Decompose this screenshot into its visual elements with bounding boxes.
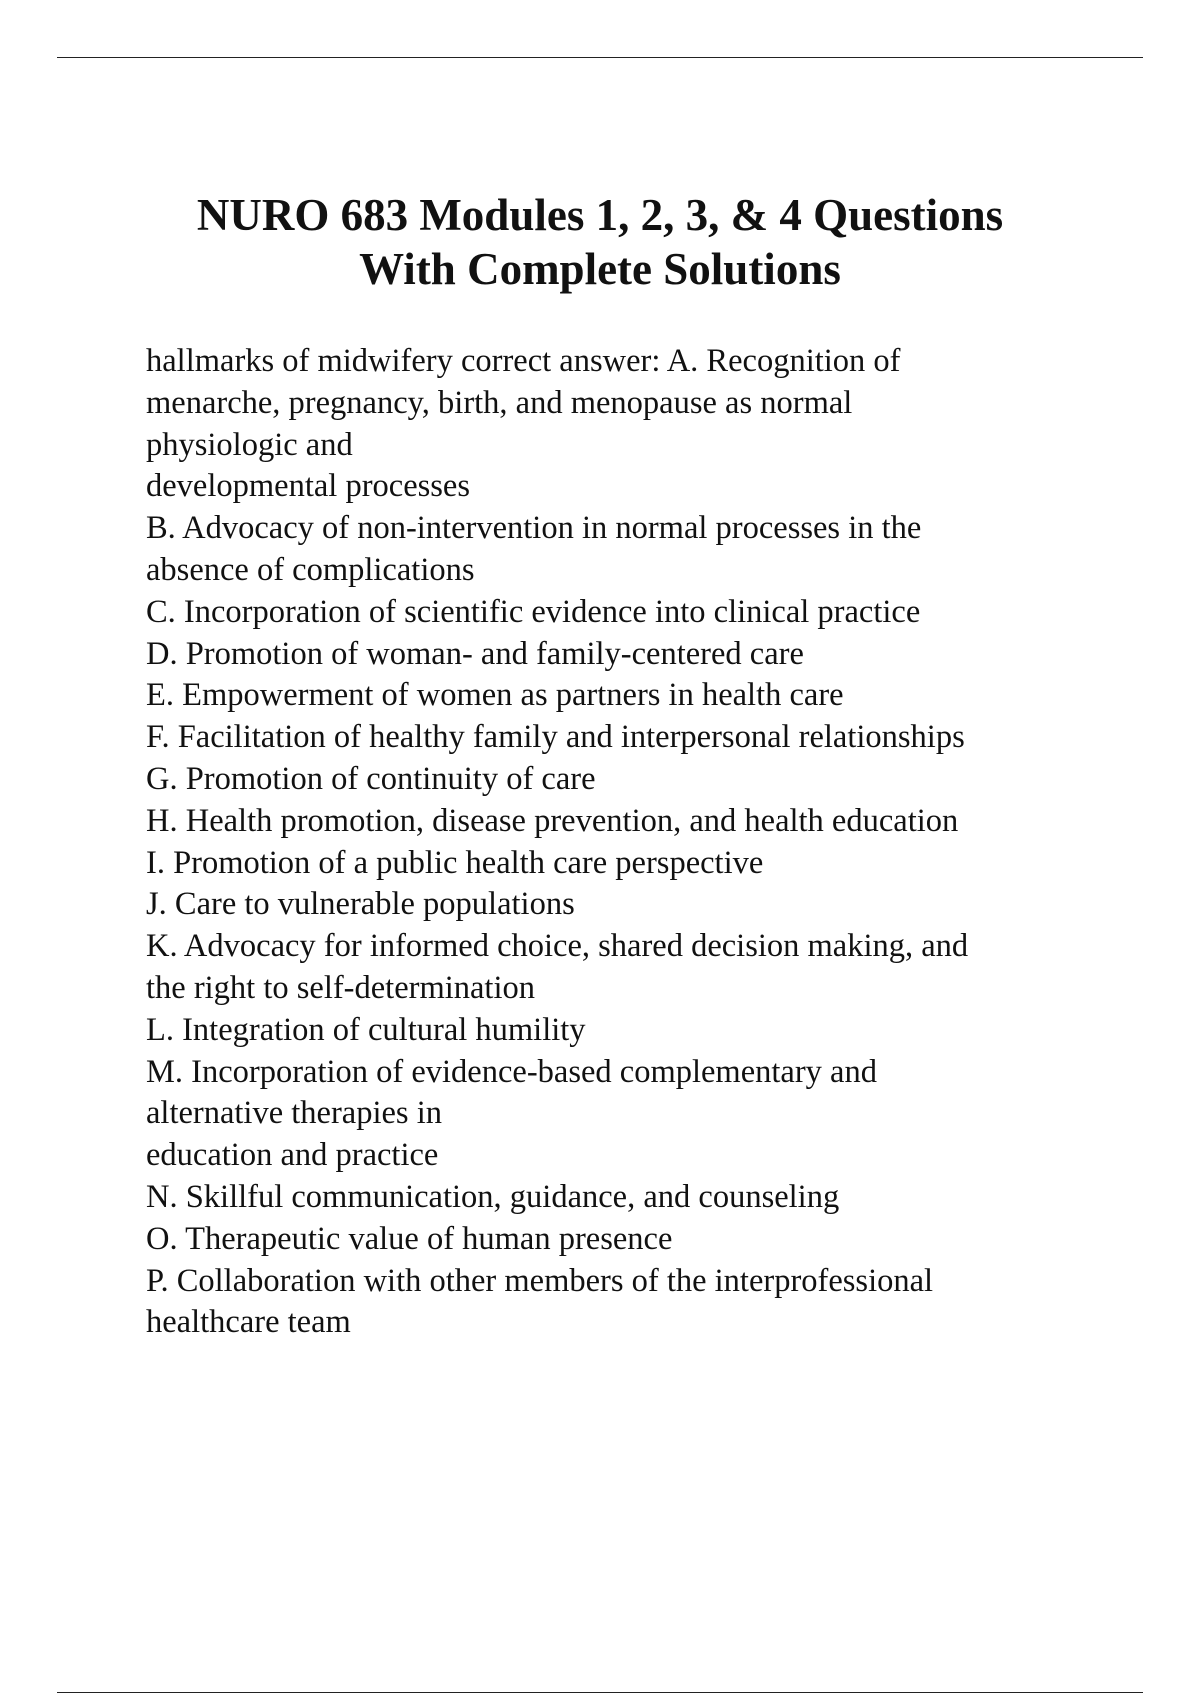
- text-line: H. Health promotion, disease prevention, and health education: [146, 802, 959, 839]
- text-line: C. Incorporation of scientific evidence into clinical practice: [146, 593, 921, 630]
- text-line: P. Collaboration with other members of the interprofessional: [146, 1262, 934, 1299]
- bottom-divider: [57, 1692, 1143, 1693]
- text-line: O. Therapeutic value of human presence: [146, 1220, 673, 1257]
- title-line: NURO 683 Modules 1, 2, 3, & 4 Questions: [196, 190, 1004, 240]
- text-line: G. Promotion of continuity of care: [146, 760, 596, 797]
- text-line: menarche, pregnancy, birth, and menopause as normal: [146, 384, 853, 421]
- text-line: hallmarks of midwifery correct answer: A. Recognition of: [146, 343, 901, 379]
- text-line: I. Promotion of a public health care perspective: [146, 844, 764, 881]
- text-line: physiologic and: [146, 426, 353, 463]
- text-line: E. Empowerment of women as partners in health care: [146, 677, 844, 714]
- text-line: healthcare team: [146, 1304, 351, 1341]
- text-line: absence of complications: [146, 551, 475, 588]
- text-line: F. Facilitation of healthy family and interpersonal relationships: [146, 719, 965, 756]
- text-line: D. Promotion of woman- and family-centered care: [146, 635, 804, 672]
- page-title: [60, 188, 1140, 296]
- text-line: M. Incorporation of evidence-based complementary and: [146, 1053, 877, 1090]
- text-line: N. Skillful communication, guidance, and counseling: [146, 1178, 840, 1215]
- text-line: L. Integration of cultural humility: [146, 1011, 586, 1048]
- text-line: J. Care to vulnerable populations: [146, 886, 575, 923]
- text-line: the right to self-determination: [146, 969, 535, 1006]
- answer-text: [146, 341, 1146, 1344]
- text-line: alternative therapies in: [146, 1095, 442, 1132]
- title-line: With Complete Solutions: [359, 244, 841, 294]
- text-line: B. Advocacy of non-intervention in normal processes in the: [146, 510, 922, 547]
- text-line: K. Advocacy for informed choice, shared decision making, and: [146, 928, 969, 965]
- top-divider: [57, 57, 1143, 58]
- text-line: developmental processes: [146, 468, 470, 505]
- text-line: education and practice: [146, 1137, 439, 1174]
